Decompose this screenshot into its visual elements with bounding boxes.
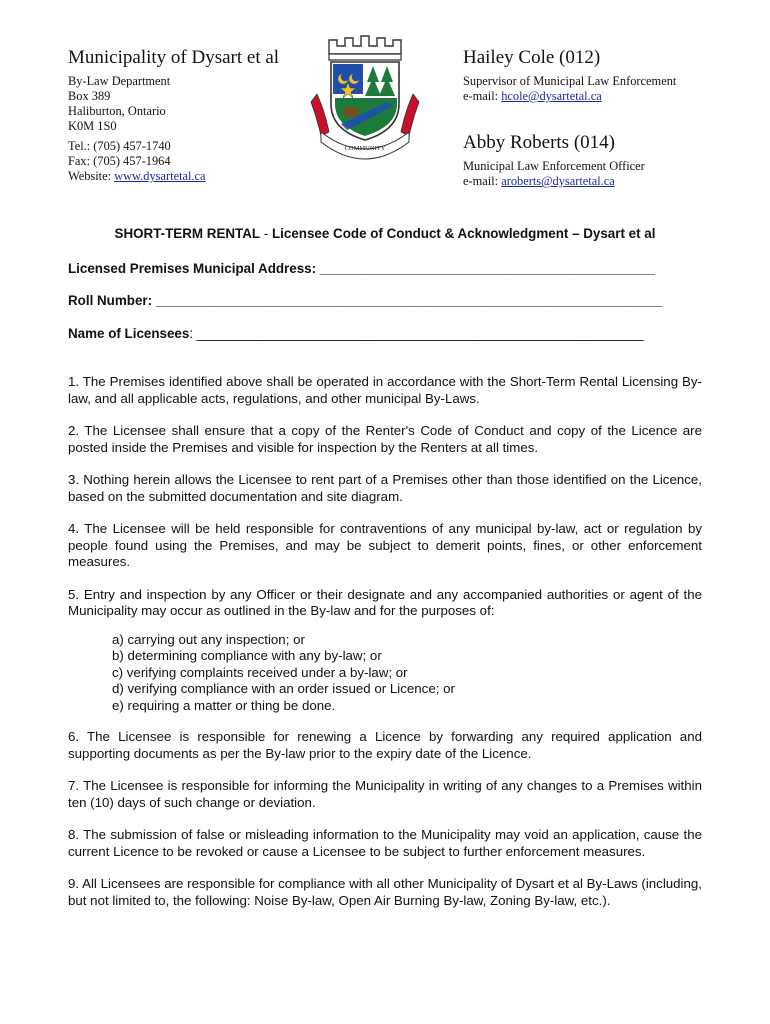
fax: Fax: (705) 457-1964 bbox=[68, 154, 171, 168]
contact-supervisor bbox=[463, 46, 753, 104]
clause: 9. All Licensees are responsible for compliance with all other Municipality of Dysart et al By-Laws (including, but not limited to, the following: Noise By-law, Open Air Burning By-law, Zoning By-law, etc.). bbox=[68, 876, 702, 908]
clause: 2. The Licensee shall ensure that a copy of the Renter's Code of Conduct and copy of the Licence are posted inside the Premises and visible for inspection by the Renters at all times. bbox=[68, 423, 702, 455]
inspection-purposes-list bbox=[112, 632, 702, 715]
email-label: e-mail: bbox=[463, 89, 502, 103]
licensee-names-line: : ____________________________________________________________ bbox=[189, 326, 644, 341]
clause: 3. Nothing herein allows the Licensee to rent part of a Premises other than those identified on the Licence, based on the submitted documentation and site diagram. bbox=[68, 472, 702, 504]
contact-officer bbox=[463, 131, 753, 189]
contact-name: Abby Roberts (014) bbox=[463, 132, 615, 153]
title-part-2: Licensee Code of Conduct & Acknowledgment – Dysart et al bbox=[272, 226, 656, 241]
website-line bbox=[68, 169, 308, 184]
list-item: c) verifying complaints received under a by-law; or bbox=[112, 664, 408, 680]
list-item: a) carrying out any inspection; or bbox=[112, 631, 305, 647]
email-label: e-mail: bbox=[463, 174, 502, 188]
clause: 7. The Licensee is responsible for informing the Municipality in writing of any changes to a Premises within ten (10) days of such change or deviation. bbox=[68, 778, 702, 810]
contact-email-line bbox=[463, 174, 753, 189]
roll-number-field[interactable]: Roll Number: ____________________________________________________________________ bbox=[68, 293, 663, 308]
list-item: d) verifying compliance with an order issued or Licence; or bbox=[112, 681, 455, 696]
clauses-section bbox=[68, 374, 702, 925]
website-label: Website: bbox=[68, 169, 115, 183]
contact-title: Supervisor of Municipal Law Enforcement bbox=[463, 74, 677, 88]
title-part-1: SHORT-TERM RENTAL bbox=[114, 226, 261, 241]
po-box: Box 389 bbox=[68, 89, 111, 103]
premises-address-field[interactable]: Licensed Premises Municipal Address: _____________________________________________ bbox=[68, 261, 655, 276]
clause: 4. The Licensee will be held responsible for contraventions of any municipal by-law, act or regulation by people found using the Premises, and may be subject to demerit points, fines, or other enforcement measures. bbox=[68, 521, 702, 569]
contact-email-link[interactable]: aroberts@dysartetal.ca bbox=[501, 174, 615, 188]
postal-code: K0M 1S0 bbox=[68, 119, 117, 133]
website-link[interactable]: www.dysartetal.ca bbox=[114, 169, 206, 183]
contact-name: Hailey Cole (012) bbox=[463, 47, 601, 68]
clause: 6. The Licensee is responsible for renewing a Licence by forwarding any required application and supporting documents as per the By-law prior to the expiry date of the Licence. bbox=[68, 729, 702, 761]
clause: 1. The Premises identified above shall be operated in accordance with the Short-Term Rental Licensing By-law, and all applicable acts, regulations, and other municipal By-Laws. bbox=[68, 374, 702, 406]
city: Haliburton, Ontario bbox=[68, 104, 166, 118]
list-item: b) determining compliance with any by-law; or bbox=[112, 648, 382, 663]
municipality-name: Municipality of Dysart et al bbox=[68, 47, 280, 68]
contacts-block bbox=[463, 46, 753, 189]
title-separator: - bbox=[260, 226, 272, 241]
crest-motto: COMMUNITY bbox=[344, 145, 386, 152]
clause: 8. The submission of false or misleading information to the Municipality may void an application, cause the current Licence to be revoked or cause a Licensee to be subject to further enforcement measures. bbox=[68, 827, 702, 859]
licensee-names-field[interactable] bbox=[68, 326, 644, 341]
municipal-crest-logo bbox=[307, 32, 423, 162]
municipality-address-block bbox=[68, 46, 308, 184]
telephone: Tel.: (705) 457-1740 bbox=[68, 139, 171, 153]
document-title bbox=[68, 226, 702, 241]
licensee-names-label: Name of Licensees bbox=[68, 326, 190, 341]
clause: 5. Entry and inspection by any Officer or their designate and any accompanied authorities or agent of the Municipality may occur as outlined in the By-law and for the purposes of: bbox=[68, 586, 702, 618]
department: By-Law Department bbox=[68, 74, 171, 88]
contact-email-line bbox=[463, 89, 753, 104]
contact-title: Municipal Law Enforcement Officer bbox=[463, 159, 645, 173]
contact-email-link[interactable]: hcole@dysartetal.ca bbox=[501, 89, 602, 103]
list-item: e) requiring a matter or thing be done. bbox=[112, 697, 336, 713]
